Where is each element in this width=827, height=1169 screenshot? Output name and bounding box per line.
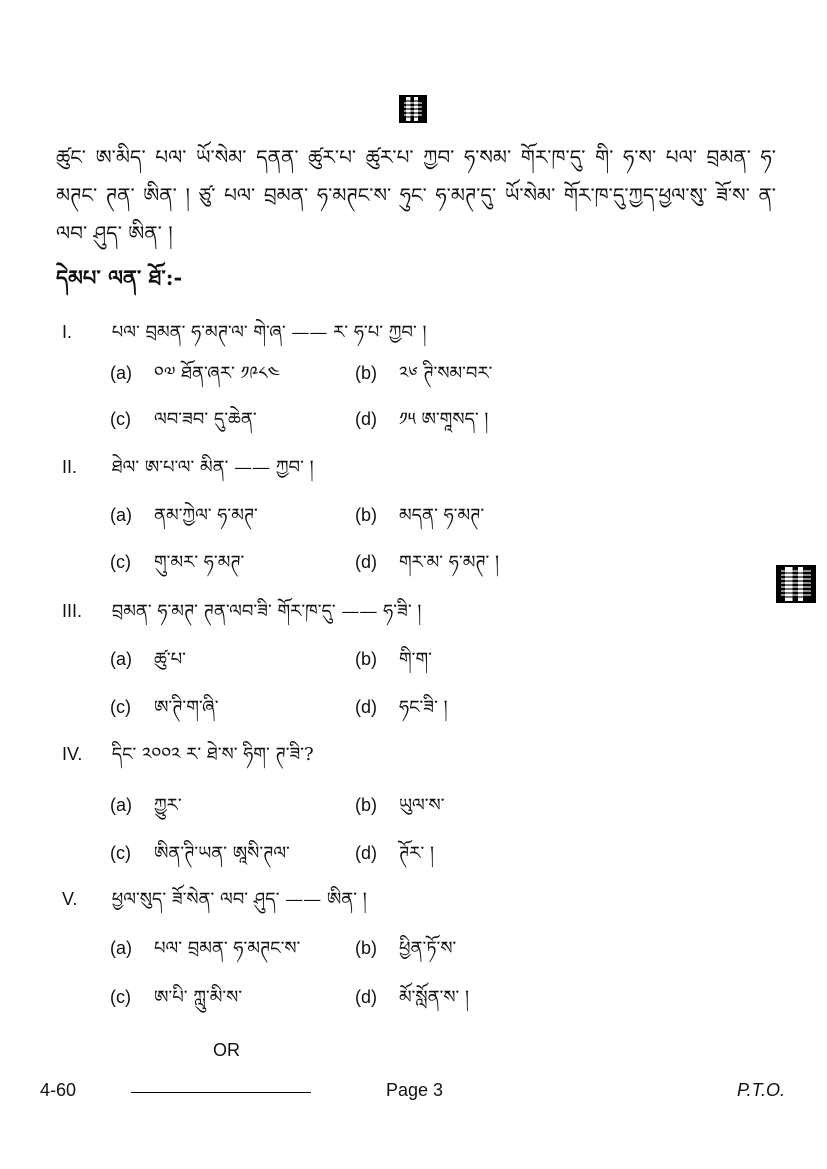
option-c[interactable] <box>110 978 242 1028</box>
option-text: གར་མ་ ཧ་མཊ་ ། <box>399 552 500 573</box>
option-b[interactable] <box>355 496 484 546</box>
question-4 <box>62 735 314 785</box>
option-b[interactable] <box>355 354 492 404</box>
option-text: ལབ་ཟབ་ དུ་ཆེན་ <box>154 409 257 430</box>
option-c[interactable] <box>110 688 219 738</box>
option-text: ༡༥ ཨ་གཱསད་ ། <box>399 409 489 430</box>
question-stem: ཐེལ་ ཨ་པ་ལ་ མིན་ —— ཀྱབ་ ། <box>111 457 314 478</box>
option-text: ཀྱུར་ <box>154 795 182 816</box>
option-label: (d) <box>355 697 377 717</box>
option-text: ཕྱིན་ཏོ་ས་ <box>399 938 457 959</box>
question-stem: དིང་ ༢༠༠༢ ར་ ཐེ་ས་ ཧིག་ ཊ་ཟི་? <box>111 744 314 765</box>
option-text: མདན་ ཧ་མཊ་ <box>399 505 485 526</box>
option-text: མོ་སློན་ས་ ། <box>399 987 469 1008</box>
option-label: (a) <box>110 363 132 383</box>
option-text: ཊོར་ ། <box>399 843 434 864</box>
question-3 <box>62 592 421 642</box>
option-b[interactable] <box>355 640 432 690</box>
option-b[interactable] <box>355 786 444 836</box>
question-5 <box>62 880 367 930</box>
option-d[interactable] <box>355 543 499 593</box>
pto-label: P.T.O. <box>737 1080 786 1100</box>
option-text: ཧང་ཟི་ ། <box>399 697 448 718</box>
footer-divider <box>131 1092 311 1093</box>
option-label: (a) <box>110 795 132 815</box>
question-number: V. <box>62 889 78 909</box>
option-label: (a) <box>110 505 132 525</box>
option-label: (d) <box>355 987 377 1007</box>
option-label: (d) <box>355 843 377 863</box>
option-label: (b) <box>355 363 377 383</box>
option-text: གི་ག་ <box>399 649 432 670</box>
option-a[interactable] <box>110 496 258 546</box>
option-label: (a) <box>110 938 132 958</box>
option-d[interactable] <box>355 688 448 738</box>
option-label: (c) <box>110 697 131 717</box>
paper-code: 4-60 <box>40 1080 77 1100</box>
option-d[interactable] <box>355 834 434 884</box>
option-label: (b) <box>355 938 377 958</box>
option-label: (c) <box>110 987 131 1007</box>
page-number: Page 3 <box>386 1080 444 1100</box>
option-label: (b) <box>355 795 377 815</box>
option-label: (b) <box>355 649 377 669</box>
question-stem: པལ་ བྲམན་ ཧ་མཊ་ལ་ གེ་ཞ་ —— ར་ ཧ་པ་ ཀྱབ་ ། <box>111 322 427 343</box>
option-label: (c) <box>110 409 131 429</box>
option-text: ཡུལ་ས་ <box>399 795 445 816</box>
question-stem: བྲམན་ ཧ་མཊ་ ཊན་ལབ་ཟི་ གོར་ཁ་དུ་ —— ཧ་ཟི་ ། <box>111 601 422 622</box>
option-text: ནམ་ཀྱེལ་ ཧ་མཊ་ <box>154 505 258 526</box>
option-a[interactable] <box>110 929 300 979</box>
section-heading: དེམཔ་ ལན་ ཐོ་:- <box>56 265 183 290</box>
qr-code-icon <box>776 565 816 603</box>
option-label: (b) <box>355 505 377 525</box>
option-text: ཚུ་པ་ <box>154 649 186 670</box>
option-c[interactable] <box>110 543 244 593</box>
option-c[interactable] <box>110 400 257 450</box>
option-a[interactable] <box>110 786 182 836</box>
option-text: ཨ་པི་ ཀླུ་མི་ས་ <box>154 987 243 1008</box>
option-label: (d) <box>355 552 377 572</box>
question-number: IV. <box>62 744 83 764</box>
option-d[interactable] <box>355 400 488 450</box>
option-text: ཨ་ཊི་ག་ཞི་ <box>154 697 219 718</box>
question-number: III. <box>62 601 83 621</box>
qr-code-icon <box>399 95 427 123</box>
option-a[interactable] <box>110 354 280 404</box>
option-text: ཨིན་ཊི་ཡན་ ཨཱསི་ཊལ་ <box>154 843 290 864</box>
question-stem: ཕྱལ་སུད་ ཟོ་སེན་ ལབ་ ཤུད་ —— ཨིན་ ། <box>111 889 367 910</box>
passage-text: ཚུང་ ཨ་མིད་ པལ་ ཡོ་སེམ་ དནན་ ཚུར་པ་ ཚུར་པ་ ཀྱབ་ ཧ་སམ་ གོར་ཁ་དུ་ གི་ ཧ་ས་ པལ་ བྲམན་ ཧ་ མཊང་ ཊན་ ཨིན་ ། ཙུ་ པལ་ བྲམན་ ཧ་མཊང་ས་ ཧུང་ ཧ་མཊ་དུ་ ཡོ་སེམ་ གོར་ཁ་དུ་ཀྱད་ཕྱལ་སུ་ ཟོ་ས་ ན་ ལབ་ ཤུད་ ཨིན་ ། <box>56 145 776 245</box>
question-number: I. <box>62 322 73 342</box>
question-number: II. <box>62 457 78 477</box>
option-text: གུ་མར་ ཧ་མཊ་ <box>154 552 245 573</box>
option-c[interactable] <box>110 834 290 884</box>
option-label: (c) <box>110 843 131 863</box>
option-label: (a) <box>110 649 132 669</box>
or-label: OR <box>213 1040 240 1060</box>
option-text: པལ་ བྲམན་ ཧ་མཊང་ས་ <box>154 938 301 959</box>
option-a[interactable] <box>110 640 186 690</box>
question-2 <box>62 448 314 498</box>
option-d[interactable] <box>355 978 469 1028</box>
option-label: (d) <box>355 409 377 429</box>
option-text: ༢༦ ཊི་སམ་བར་ <box>399 363 493 384</box>
option-label: (c) <box>110 552 131 572</box>
option-text: ༠༧ ཐོན་ཞར་ ༡༩༨༤ <box>154 363 280 384</box>
option-b[interactable] <box>355 929 456 979</box>
